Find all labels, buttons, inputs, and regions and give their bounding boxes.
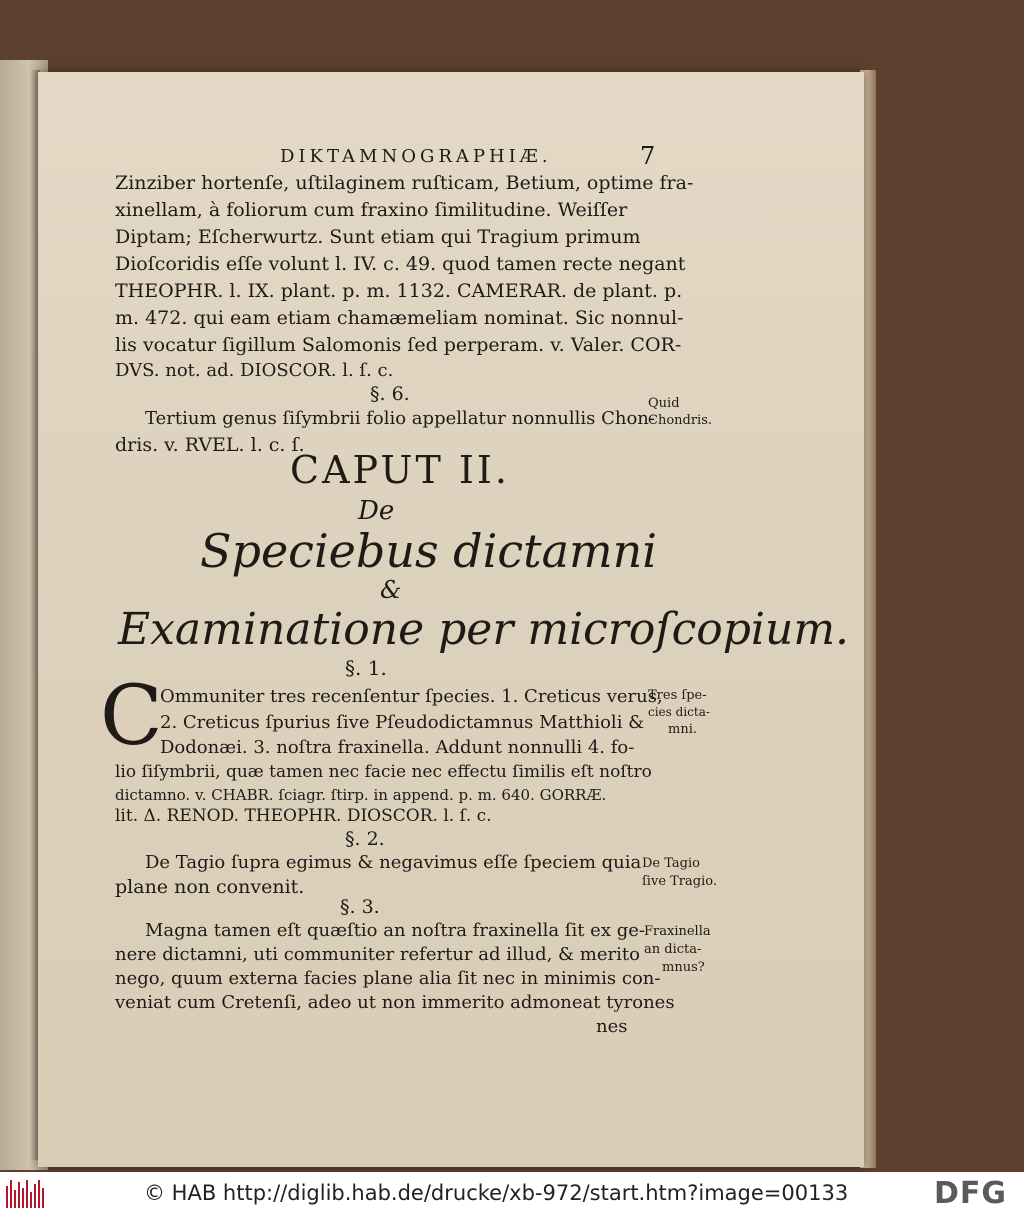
text-line: Ommuniter tres recenſentur ſpecies. 1. Creticus verus,	[160, 686, 663, 707]
text-line: 2. Creticus ſpurius ſive Pſeudodictamnus Matthioli &	[160, 712, 645, 733]
copyright-link[interactable]: © HAB http://diglib.hab.de/drucke/xb-972/start.htm?image=00133	[144, 1181, 849, 1205]
page-number: 7	[640, 142, 656, 170]
chapter-subtitle: Speciebus dictamni	[200, 524, 657, 578]
chapter-subtitle: &	[380, 576, 402, 604]
margin-note: mnus?	[662, 960, 705, 975]
dfg-logo: DFG	[934, 1176, 1008, 1211]
chapter-heading: CAPUT II.	[290, 448, 510, 492]
text-line: nere dictamni, uti communiter refertur ad illud, & merito	[115, 944, 640, 965]
text-line: lit. Δ. RENOD. THEOPHR. DIOSCOR. l. ſ. c.	[115, 806, 492, 826]
running-header: DIKTAMNOGRAPHIÆ.	[280, 146, 552, 167]
text-line: Diptam; Eſcherwurtz. Sunt etiam qui Tragium primum	[115, 226, 641, 248]
section-mark: §. 2.	[345, 828, 385, 850]
text-line: Dodonæi. 3. noſtra fraxinella. Addunt nonnulli 4. fo-	[160, 737, 635, 758]
text-line: DVS. not. ad. DIOSCOR. l. ſ. c.	[115, 360, 394, 381]
margin-note: ſive Tragio.	[642, 874, 717, 889]
catchword: nes	[596, 1016, 628, 1037]
chapter-subtitle: De	[358, 496, 395, 526]
text-line: dris. v. RVEL. l. c. ſ.	[115, 434, 305, 456]
margin-note: De Tagio	[642, 856, 700, 871]
text-line: nego, quum externa facies plane alia ſit nec in minimis con-	[115, 968, 661, 989]
text-line: dictamno. v. CHABR. ſciagr. ſtirp. in append. p. m. 640. GORRÆ.	[115, 786, 607, 804]
text-line: m. 472. qui eam etiam chamæmeliam nominat. Sic nonnul-	[115, 307, 684, 329]
margin-note: mni.	[668, 722, 697, 737]
margin-note: cies dicta-	[648, 705, 710, 719]
margin-note: an dicta-	[644, 942, 702, 957]
text-line: Magna tamen eſt quæſtio an noſtra fraxinella ſit ex ge-	[145, 920, 645, 941]
chapter-subtitle: Examinatione per microſcopium.	[118, 604, 850, 655]
margin-note: Tres ſpe-	[648, 688, 707, 703]
text-line: lis vocatur ſigillum Salomonis ſed perperam. v. Valer. COR-	[115, 334, 682, 356]
text-line: veniat cum Cretenſi, adeo ut non immerito admoneat tyrones	[115, 992, 675, 1013]
section-mark: §. 6.	[370, 383, 410, 405]
margin-note: Chondris.	[648, 413, 713, 428]
text-line: Dioſcoridis eſſe volunt l. IV. c. 49. quod tamen recte negant	[115, 253, 686, 275]
hab-logo-icon	[6, 1180, 46, 1208]
text-line: plane non convenit.	[115, 876, 305, 898]
text-line: lio ſiſymbrii, quæ tamen nec facie nec effectu ſimilis eſt noſtro	[115, 762, 652, 782]
footer-bar	[0, 1172, 1024, 1216]
drop-capital: C	[100, 669, 163, 764]
section-mark: §. 3.	[340, 896, 380, 918]
section-mark: §. 1.	[345, 656, 387, 680]
text-line: Zinziber hortenſe, uſtilaginem ruſticam, Betium, optime fra-	[115, 172, 694, 194]
text-line: xinellam, à foliorum cum fraxino ſimilitudine. Weiſſer	[115, 199, 628, 221]
text-line: De Tagio ſupra egimus & negavimus eſſe ſpeciem quia	[145, 852, 642, 873]
margin-note: Quid	[648, 396, 680, 411]
margin-note: Fraxinella	[644, 924, 711, 939]
text-line: THEOPHR. l. IX. plant. p. m. 1132. CAMERAR. de plant. p.	[115, 280, 683, 302]
text-line: Tertium genus ſiſymbrii folio appellatur nonnullis Chon-	[145, 408, 655, 429]
